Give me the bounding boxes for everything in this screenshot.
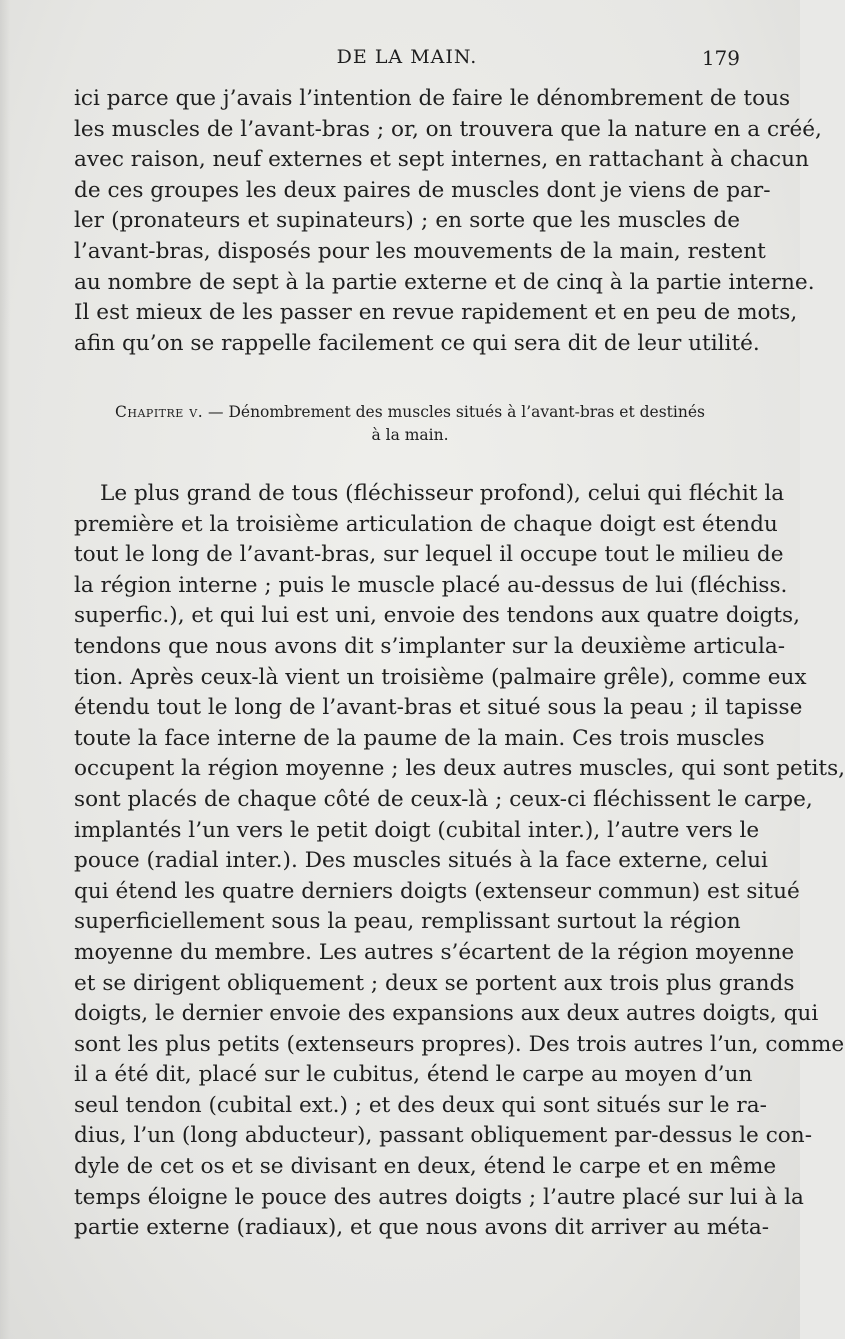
text-line: occupent la région moyenne ; les deux autres muscles, qui sont petits, <box>74 756 845 782</box>
text-line: pouce (radial inter.). Des muscles situés à la face externe, celui <box>74 848 768 874</box>
text-line: tout le long de l’avant-bras, sur lequel il occupe tout le milieu de <box>74 542 784 568</box>
chapter-heading <box>90 401 730 447</box>
text-line: afin qu’on se rappelle facilement ce qui sera dit de leur utilité. <box>74 330 760 356</box>
text-line: moyenne du membre. Les autres s’écartent de la région moyenne <box>74 939 795 965</box>
text-line: de ces groupes les deux paires de muscles dont je viens de par- <box>74 177 771 203</box>
chapter-title-part-2: à la main. <box>371 426 449 444</box>
text-line: sont placés de chaque côté de ceux-là ; ceux-ci fléchissent le carpe, <box>74 786 813 812</box>
text-line: sont les plus petits (extenseurs propres). Des trois autres l’un, comme <box>74 1031 845 1057</box>
text-line: superfic.), et qui lui est uni, envoie des tendons aux quatre doigts, <box>74 603 800 629</box>
text-line: seul tendon (cubital ext.) ; et des deux qui sont situés sur le ra- <box>74 1092 767 1118</box>
text-line: dyle de cet os et se divisant en deux, étend le carpe et en même <box>74 1154 777 1180</box>
text-line: l’avant-bras, disposés pour les mouvements de la main, restent <box>74 238 766 264</box>
chapter-heading-line-1 <box>90 401 730 424</box>
main-paragraph <box>74 479 845 1244</box>
text-line: toute la face interne de la paume de la main. Ces trois muscles <box>74 725 765 751</box>
running-title: DE LA MAIN. <box>336 46 478 68</box>
text-line: au nombre de sept à la partie externe et de cinq à la partie interne. <box>74 269 815 295</box>
text-line: avec raison, neuf externes et sept internes, en rattachant à chacun <box>74 147 809 173</box>
page-gutter-shadow <box>0 0 10 1339</box>
text-line: superficiellement sous la peau, remplissant surtout la région <box>74 909 741 935</box>
text-line: et se dirigent obliquement ; deux se portent aux trois plus grands <box>74 970 795 996</box>
text-line: qui étend les quatre derniers doigts (extenseur commun) est situé <box>74 878 800 904</box>
text-line: doigts, le dernier envoie des expansions aux deux autres doigts, qui <box>74 1001 819 1027</box>
page-header <box>74 46 740 76</box>
text-line: Il est mieux de les passer en revue rapidement et en peu de mots, <box>74 300 798 326</box>
page-number: 179 <box>701 46 740 70</box>
text-line: partie externe (radiaux), et que nous avons dit arriver au méta- <box>74 1215 769 1241</box>
text-line: implantés l’un vers le petit doigt (cubital inter.), l’autre vers le <box>74 817 760 843</box>
text-line: la région interne ; puis le muscle placé au-dessus de lui (fléchiss. <box>74 572 788 598</box>
text-line: il a été dit, placé sur le cubitus, étend le carpe au moyen d’un <box>74 1062 753 1088</box>
text-line: les muscles de l’avant-bras ; or, on trouvera que la nature en a créé, <box>74 116 822 142</box>
text-line: tion. Après ceux-là vient un troisième (palmaire grêle), comme eux <box>74 664 807 690</box>
chapter-label: Chapitre v. <box>115 403 204 421</box>
text-line: étendu tout le long de l’avant-bras et situé sous la peau ; il tapisse <box>74 695 803 721</box>
text-line: temps éloigne le pouce des autres doigts ; l’autre placé sur lui à la <box>74 1184 804 1210</box>
text-line: ici parce que j’avais l’intention de faire le dénombrement de tous <box>74 86 791 111</box>
text-line: dius, l’un (long abducteur), passant obliquement par-dessus le con- <box>74 1123 812 1149</box>
text-line: ler (pronateurs et supinateurs) ; en sorte que les muscles de <box>74 208 740 234</box>
text-line: Le plus grand de tous (fléchisseur profond), celui qui fléchit la <box>100 481 785 506</box>
continued-paragraph <box>74 84 822 359</box>
chapter-title-part-1: — Dénombrement des muscles situés à l’avant-bras et destinés <box>203 403 705 421</box>
text-line: tendons que nous avons dit s’implanter sur la deuxième articula- <box>74 633 786 659</box>
text-line: première et la troisième articulation de chaque doigt est étendu <box>74 511 778 537</box>
